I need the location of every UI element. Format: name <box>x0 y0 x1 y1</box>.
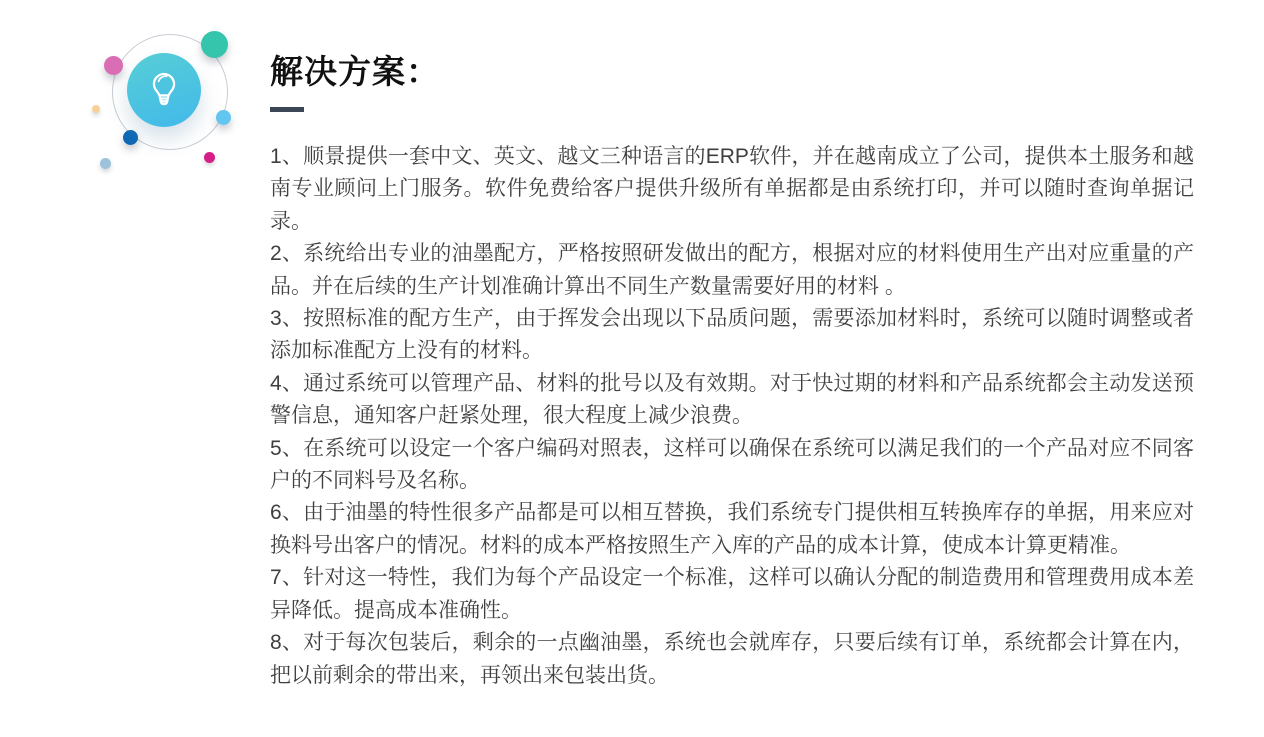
bulb-circle <box>127 53 201 127</box>
teal-dot <box>201 31 228 58</box>
lightbulb-badge <box>85 25 245 185</box>
solution-item-6: 6、由于油墨的特性很多产品都是可以相互替换，我们系统专门提供相互转换库存的单据，用来应对换料号出客户的情况。材料的成本严格按照生产入库的产品的成本计算，使成本计算更精准。 <box>270 501 1194 557</box>
solution-item-4: 4、通过系统可以管理产品、材料的批号以及有效期。对于快过期的材料和产品系统都会主动发送预警信息，通知客户赶紧处理，很大程度上减少浪费。 <box>270 371 1194 428</box>
pink-dot <box>104 56 123 75</box>
solution-item-2: 2、系统给出专业的油墨配方，严格按照研发做出的配方，根据对应的材料使用生产出对应重量的产品。并在后续的生产计划准确计算出不同生产数量需要好用的材料 。 <box>270 242 1194 298</box>
magenta-dot <box>204 152 215 163</box>
solution-item-7: 7、针对这一特性，我们为每个产品设定一个标准，这样可以确认分配的制造费用和管理费用成本差异降低。提高成本准确性。 <box>270 566 1194 622</box>
page-title: 解决方案： <box>270 53 440 90</box>
solution-item-8: 8、对于每次包装后，剩余的一点幽油墨，系统也会就库存，只要后续有订单，系统都会计算在内，把以前剩余的带出来，再领出来包装出货。 <box>270 631 1194 687</box>
solution-list <box>270 141 1194 692</box>
lightbulb-icon <box>143 67 185 114</box>
solution-item-1: 1、顺景提供一套中文、英文、越文三种语言的ERP软件，并在越南成立了公司，提供本土服务和越南专业顾问上门服务。软件免费给客户提供升级所有单据都是由系统打印，并可以随时查询单据记录。 <box>270 145 1194 233</box>
pale-blue-dot <box>100 158 111 169</box>
dark-blue-dot <box>123 130 138 145</box>
solution-item-5: 5、在系统可以设定一个客户编码对照表，这样可以确保在系统可以满足我们的一个产品对应不同客户的不同料号及名称。 <box>270 436 1194 493</box>
yellow-dot <box>92 105 100 113</box>
solution-item-3: 3、按照标准的配方生产，由于挥发会出现以下品质问题，需要添加材料时，系统可以随时调整或者添加标准配方上没有的材料。 <box>270 307 1194 363</box>
light-blue-dot <box>216 110 231 125</box>
title-underline <box>270 107 304 112</box>
